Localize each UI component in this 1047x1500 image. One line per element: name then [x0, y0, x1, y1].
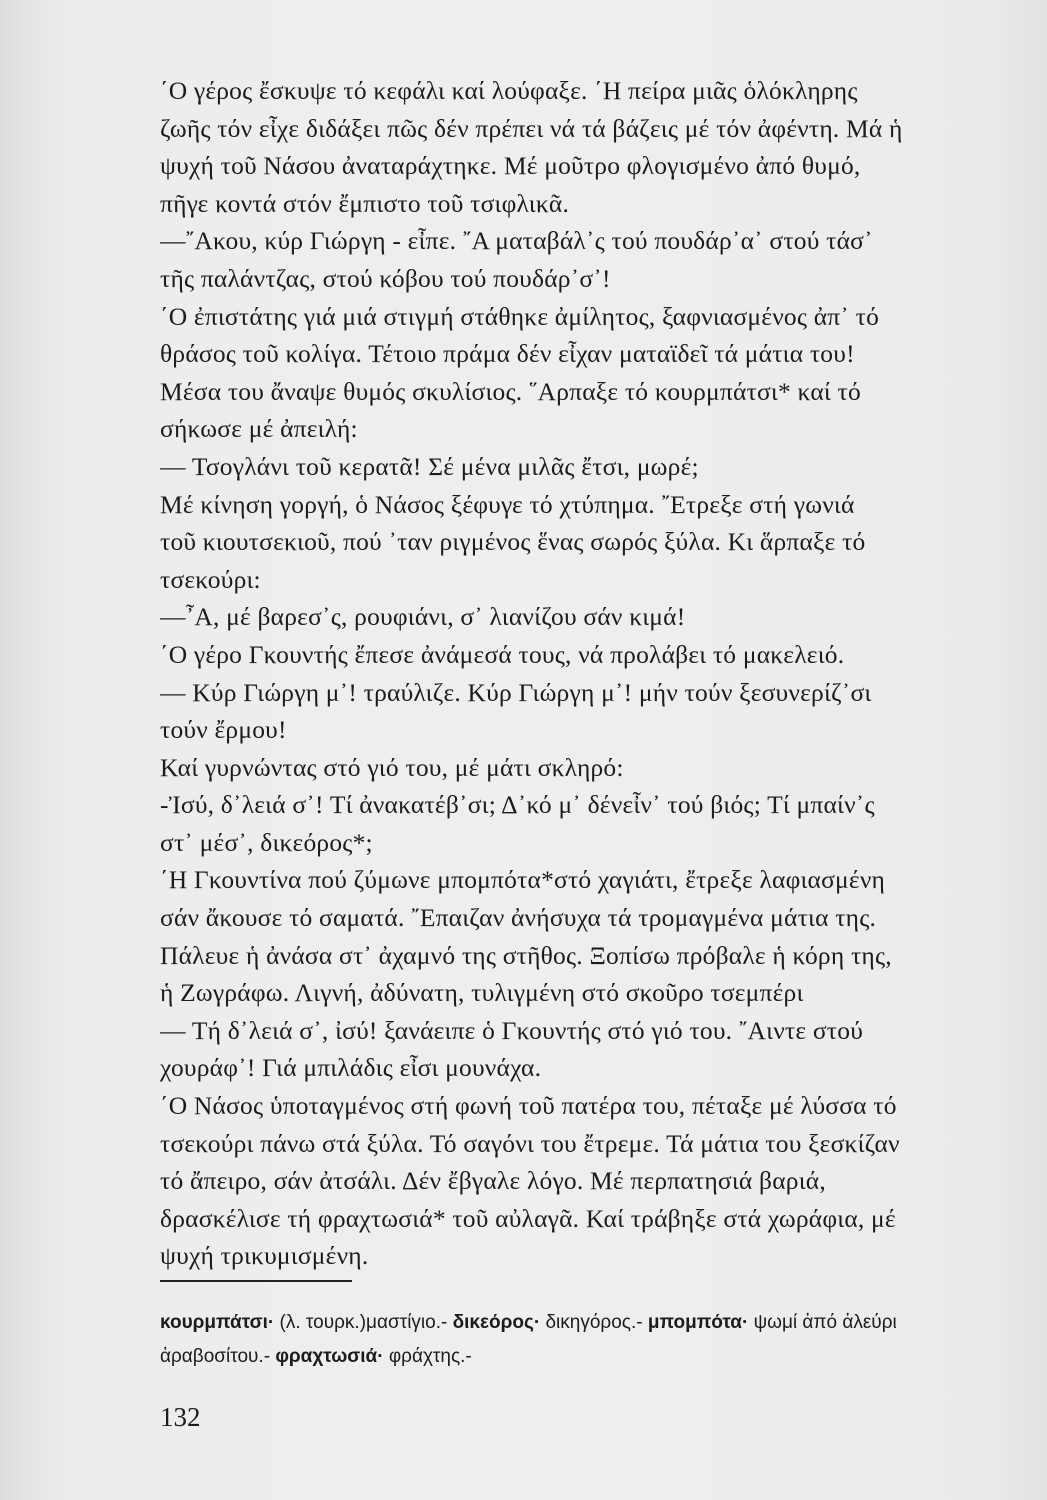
text-line: — Τή δ᾽λειά σ᾽, ἰσύ! ξανάειπε ὁ Γκουντής στό γιό του. ῎Αιντε στού	[160, 1015, 864, 1045]
footnote-definition: ἀραβοσίτου.-	[160, 1346, 276, 1367]
text-line: πῆγε κοντά στόν ἔμπιστο τοῦ τσιφλικᾶ.	[160, 188, 570, 218]
text-line: σήκωσε μέ ἀπειλή:	[160, 414, 358, 444]
text-line: — Κύρ Γιώργη μ᾽! τραύλιζε. Κύρ Γιώργη μ᾽! μήν τούν ξεσυνερίζ᾽σι	[160, 677, 872, 707]
text-line: — Τσογλάνι τοῦ κερατᾶ! Σέ μένα μιλᾶς ἔτσι, μωρέ;	[160, 451, 699, 481]
text-line: ψυχή τοῦ Νάσου ἀναταράχτηκε. Μέ μοῦτρο φλογισμένο ἀπό θυμό,	[160, 151, 861, 181]
text-line: στ᾽ μέσ᾽, δικεόρος*;	[160, 827, 373, 857]
text-line: θράσος τοῦ κολίγα. Τέτοιο πράμα δέν εἶχαν ματαϊδεῖ τά μάτια του!	[160, 339, 855, 369]
text-line: ΄Η Γκουντίνα πού ζύμωνε μπομπότα*στό χαγιάτι, ἔτρεξε λαφιασμένη	[160, 865, 886, 895]
text-line: ΄Ο γέρο Γκουντής ἔπεσε ἀνάμεσά τους, νά προλάβει τό μακελειό.	[160, 639, 845, 669]
text-line: ἡ Ζωγράφω. Λιγνή, ἀδύνατη, τυλιγμένη στό σκοῦρο τσεμπέρι	[160, 978, 804, 1008]
text-line: τσεκούρι:	[160, 564, 261, 594]
text-line: χουράφ᾽! Γιά μπιλάδις εἶσι μουνάχα.	[160, 1053, 542, 1083]
footnote-definition: δικηγόρος.-	[540, 1312, 648, 1333]
text-line: δρασκέλισε τή φραχτωσιά* τοῦ αὐλαγᾶ. Καί τράβηξε στά χωράφια, μέ	[160, 1203, 896, 1233]
text-line: Μέ κίνηση γοργή, ὁ Νάσος ξέφυγε τό χτύπημα. ῎Ετρεξε στή γωνιά	[160, 489, 855, 519]
footnote-term: φραχτωσιά·	[275, 1346, 384, 1367]
text-line: τσεκούρι πάνω στά ξύλα. Τό σαγόνι του ἔτρεμε. Τά μάτια του ξεσκίζαν	[160, 1128, 900, 1158]
text-line: τοῦ κιουτσεκιοῦ, πού ᾽ταν ριγμένος ἕνας σωρός ξύλα. Κι ἅρπαξε τό	[160, 527, 866, 557]
footnote-line	[160, 1306, 1010, 1340]
body-text	[160, 72, 1008, 1275]
text-line: —῎Ακου, κύρ Γιώργη - εἶπε. ῎Α ματαβάλ᾽ς τού πουδάρ᾽α᾽ στού τάσ᾽	[160, 226, 873, 256]
footnote-line	[160, 1340, 1010, 1374]
text-line: Πάλευε ἡ ἀνάσα στ᾽ ἀχαμνό της στῆθος. Ξοπίσω πρόβαλε ἡ κόρη της,	[160, 940, 892, 970]
text-line: τῆς παλάντζας, στού κόβου τού πουδάρ᾽σ᾽!	[160, 263, 611, 293]
footnote-divider	[160, 1280, 352, 1282]
footnote-term: μπομπότα·	[647, 1312, 749, 1333]
footnote-definition: φράχτης.-	[383, 1346, 472, 1367]
footnote-term: δικεόρος·	[452, 1312, 541, 1333]
text-line: —῏Α, μέ βαρεσ᾽ς, ρουφιάνι, σ᾽ λιανίζου σάν κιμά!	[160, 602, 686, 632]
footnotes	[160, 1306, 1010, 1374]
text-line: σάν ἄκουσε τό σαματά. ῎Επαιζαν ἀνήσυχα τά τρομαγμένα μάτια της.	[160, 903, 877, 933]
text-line: ΄Ο γέρος ἔσκυψε τό κεφάλι καί λούφαξε. ΄Η πείρα μιᾶς ὁλόκληρης	[160, 76, 858, 105]
text-line: -Ἰσύ, δ᾽λειά σ᾽! Τί ἀνακατέβ᾽σι; Δ᾽κό μ᾽ δένεἶν᾽ τού βιός; Τί μπαίν᾽ς	[160, 790, 875, 820]
page-number: 132	[160, 1402, 201, 1432]
text-line: ψυχή τρικυμισμένη.	[160, 1241, 369, 1271]
text-line: τό ἄπειρο, σάν ἀτσάλι. Δέν ἔβγαλε λόγο. Μέ περπατησιά βαριά,	[160, 1166, 826, 1196]
footnote-definition: ψωμί ἀπό ἀλεύρι	[748, 1312, 897, 1333]
text-line: ΄Ο Νάσος ὑποταγμένος στή φωνή τοῦ πατέρα του, πέταξε μέ λύσσα τό	[160, 1091, 897, 1121]
text-line: ζωῆς τόν εἶχε διδάξει πῶς δέν πρέπει νά τά βάζεις μέ τόν ἀφέντη. Μά ἡ	[160, 113, 903, 143]
footnote-term: κουρμπάτσι·	[160, 1312, 275, 1333]
text-line: ΄Ο ἐπιστάτης γιά μιά στιγμή στάθηκε ἀμίλητος, ξαφνιασμένος ἀπ᾽ τό	[160, 301, 880, 331]
footnote-definition: (λ. τουρκ.)μαστίγιο.-	[274, 1312, 453, 1333]
text-line: τούν ἔρμου!	[160, 715, 287, 745]
text-line: Καί γυρνώντας στό γιό του, μέ μάτι σκληρό:	[160, 752, 624, 782]
text-line: Μέσα του ἄναψε θυμός σκυλίσιος. ῞Αρπαξε τό κουρμπάτσι* καί τό	[160, 376, 861, 406]
